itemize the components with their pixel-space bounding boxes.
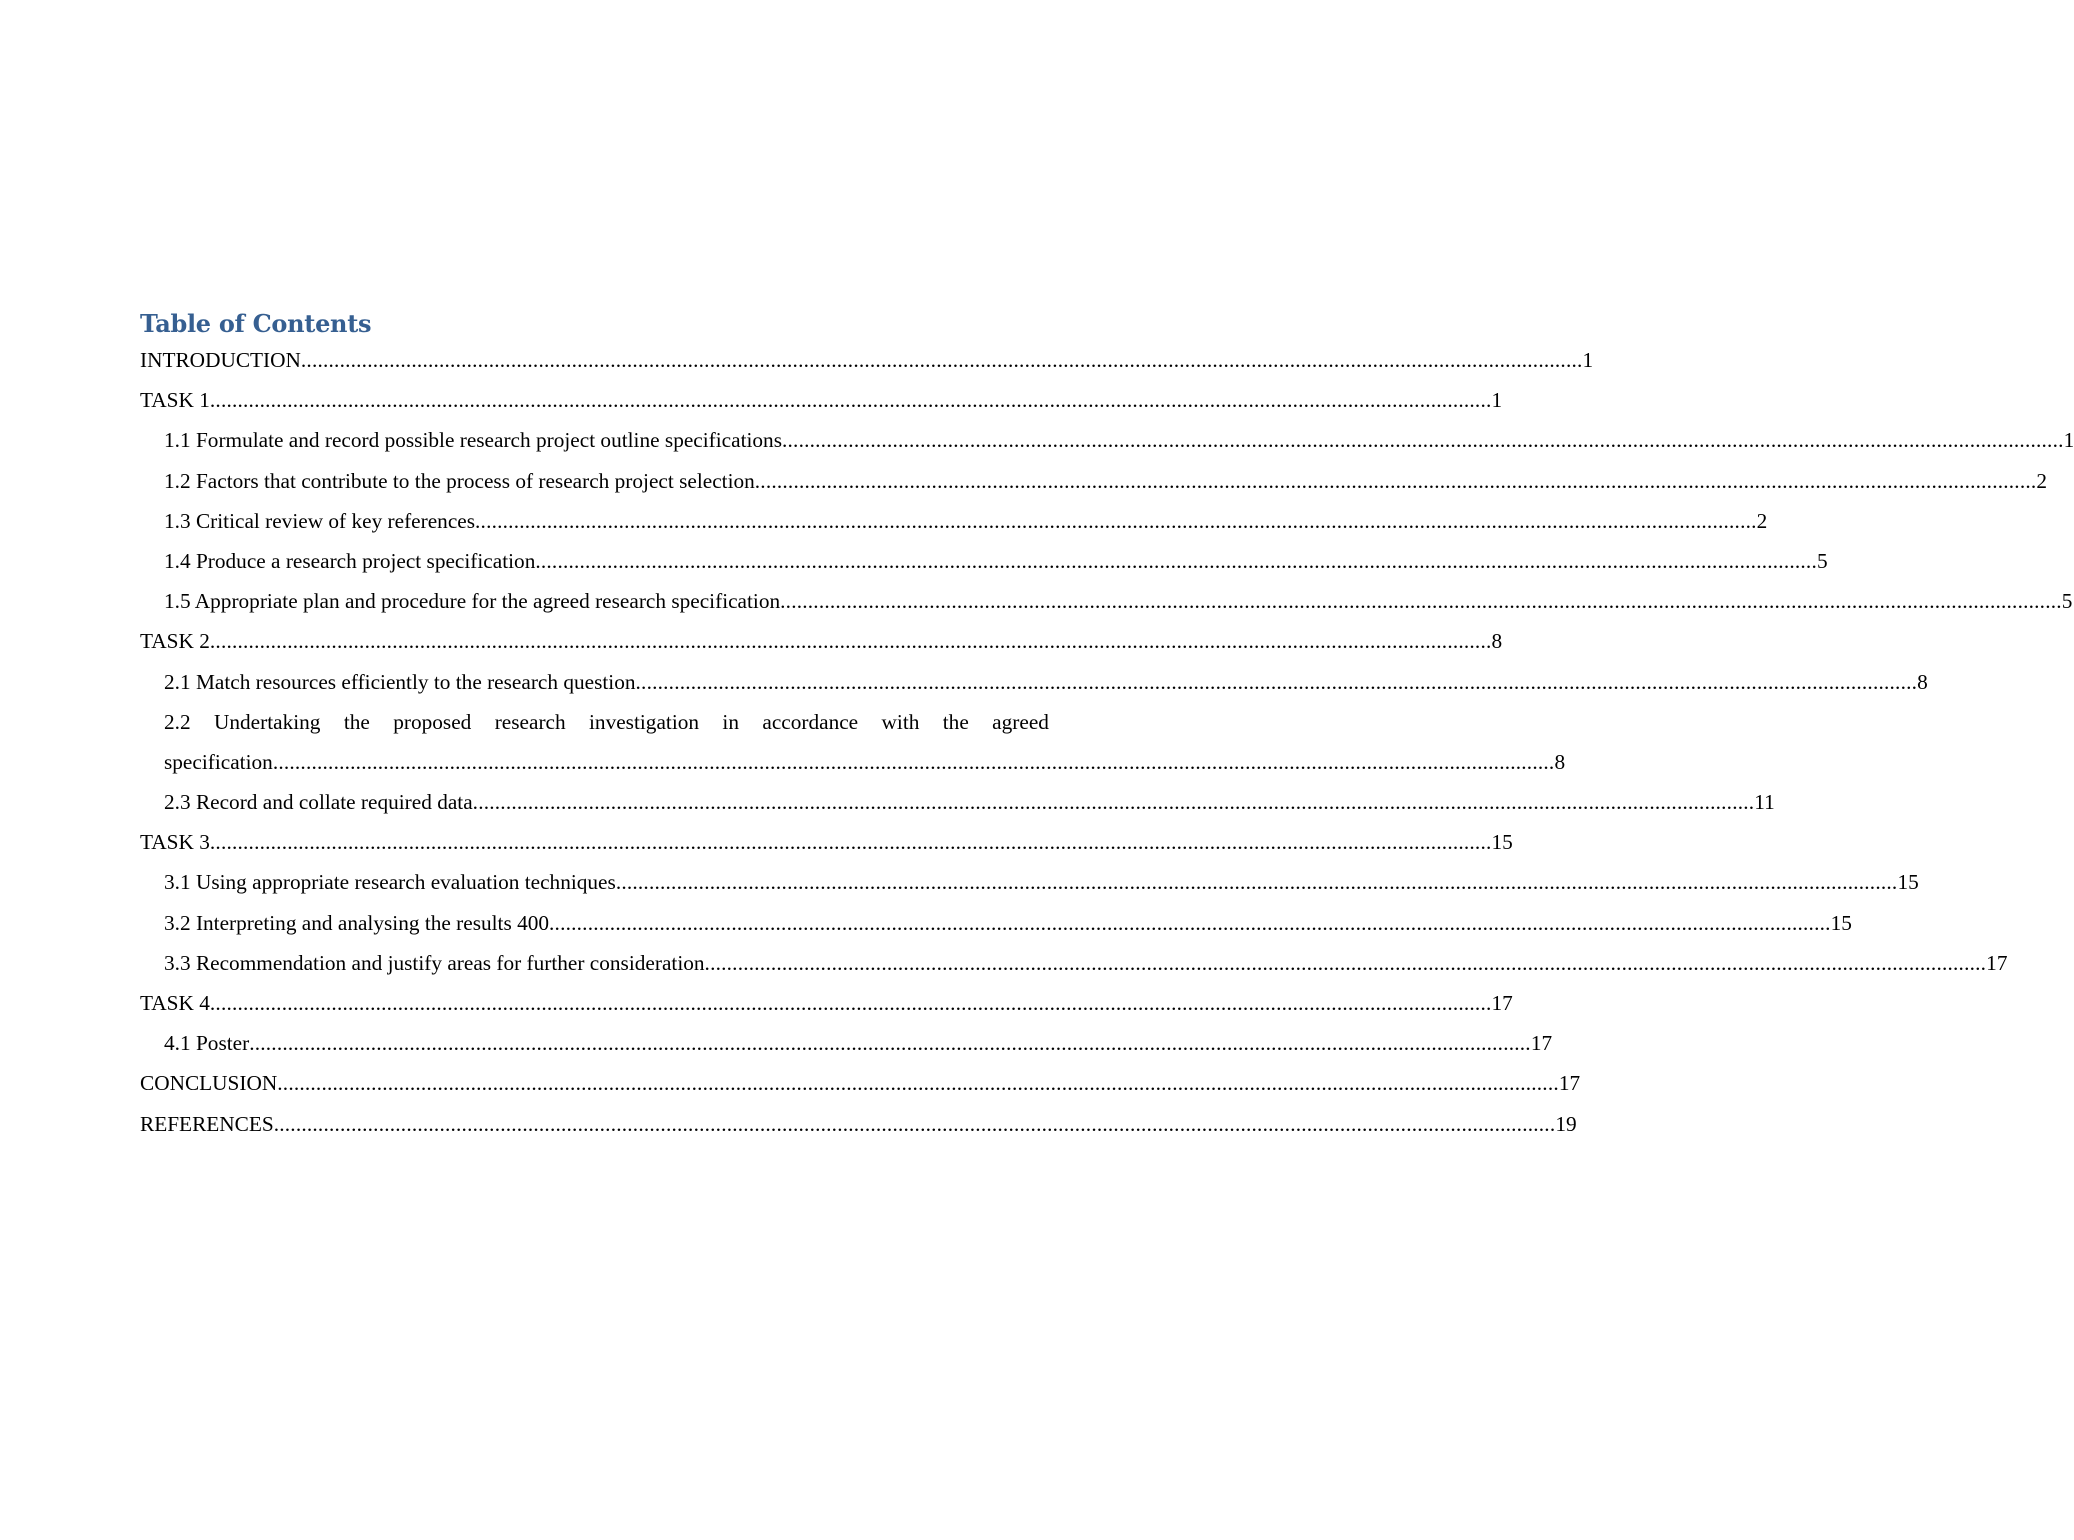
toc-entry-page: 1 [1491, 388, 1503, 413]
toc-entry-page: 11 [1754, 790, 1775, 815]
toc-entry-title: 1.5 Appropriate plan and procedure for the agreed research specification [164, 581, 780, 621]
dot-leader: ........................................................................................................................................................................................................................................ [272, 749, 1555, 774]
toc-entry-page: 2 [2036, 468, 2048, 493]
toc-entry-title: 1.3 Critical review of key references [164, 501, 475, 541]
toc-entry-page: 17 [1986, 950, 2008, 975]
toc-entry-title: 2.2 Undertaking the proposed research investigation in accordance with the agreed [164, 709, 1049, 734]
toc-entry-page: 1 [2063, 428, 2074, 453]
dot-leader: ........................................................................................................................................................................................................................................ [615, 870, 1898, 895]
toc-entry-page: 19 [1555, 1111, 1577, 1136]
toc-entry[interactable] [140, 621, 1503, 661]
toc-entry[interactable] [140, 461, 2048, 501]
toc-entry[interactable]: 2.2 Undertaking the proposed research investigation in accordance with the agreed specification ........................................................................................................................................................................................................................................ 8 [140, 702, 1049, 782]
dot-leader: ........................................................................................................................................................................................................................................ [549, 910, 1831, 935]
toc-entry-page: 8 [1491, 629, 1503, 654]
dot-leader: ........................................................................................................................................................................................................................................ [635, 669, 1918, 694]
toc-entry-title: TASK 3 [140, 822, 210, 862]
toc-entry-page: 17 [1530, 1031, 1553, 1056]
dot-leader: ........................................................................................................................................................................................................................................ [780, 589, 2062, 614]
toc-entry[interactable] [140, 862, 1919, 902]
dot-leader: ........................................................................................................................................................................................................................................ [704, 950, 1987, 975]
toc-entry-page: 5 [1816, 548, 1828, 573]
dot-leader: ........................................................................................................................................................................................................................................ [273, 1111, 1556, 1136]
toc-entry-title: TASK 4 [140, 983, 210, 1023]
toc-entry[interactable] [140, 1063, 1581, 1103]
dot-leader: ........................................................................................................................................................................................................................................ [277, 1071, 1559, 1096]
toc-entry[interactable] [140, 903, 1852, 943]
toc-entry-title: 2.1 Match resources efficiently to the research question [164, 662, 636, 702]
toc-entry[interactable] [140, 782, 1775, 822]
dot-leader: ........................................................................................................................................................................................................................................ [209, 991, 1492, 1015]
toc-entry[interactable] [140, 1023, 1553, 1063]
dot-leader: ........................................................................................................................................................................................................................................ [209, 629, 1492, 654]
toc-entry[interactable] [140, 501, 1768, 541]
toc-entry-page: 15 [1491, 830, 1513, 855]
toc-entry-page: 8 [1917, 669, 1928, 694]
toc-entry-title: 4.1 Poster [164, 1023, 249, 1063]
dot-leader: ........................................................................................................................................................................................................................................ [209, 388, 1492, 413]
toc-entry-title: REFERENCES [140, 1104, 274, 1144]
toc-entry[interactable] [140, 420, 2074, 460]
toc-heading: Table of Contents [140, 309, 372, 338]
toc-entry[interactable] [140, 822, 1513, 862]
toc-entry-page: 15 [1830, 910, 1852, 935]
toc-entry[interactable] [140, 340, 1594, 380]
toc-entry[interactable] [140, 541, 1828, 581]
toc-entry-title: CONCLUSION [140, 1063, 277, 1103]
dot-leader: ........................................................................................................................................................................................................................................ [754, 468, 2037, 493]
toc-list [140, 340, 2074, 1144]
toc-entry-title: 1.1 Formulate and record possible research project outline specifications [164, 420, 782, 460]
dot-leader: ........................................................................................................................................................................................................................................ [472, 790, 1755, 815]
toc-entry-page: 17 [1558, 1071, 1581, 1096]
toc-entry-title: 3.1 Using appropriate research evaluation techniques [164, 862, 616, 902]
toc-entry[interactable] [140, 662, 1928, 702]
toc-entry-page: 1 [1582, 348, 1594, 372]
toc-entry[interactable] [140, 983, 1513, 1023]
toc-entry[interactable] [140, 943, 2008, 983]
dot-leader: ........................................................................................................................................................................................................................................ [782, 428, 2064, 453]
toc-entry[interactable] [140, 581, 2073, 621]
toc-entry-title: 1.4 Produce a research project specification [164, 541, 535, 581]
dot-leader: ........................................................................................................................................................................................................................................ [209, 830, 1492, 855]
toc-entry-title: INTRODUCTION [140, 340, 301, 380]
toc-entry-page: 15 [1897, 870, 1919, 895]
toc-entry-title: 3.3 Recommendation and justify areas for further consideration [164, 943, 705, 983]
dot-leader: ........................................................................................................................................................................................................................................ [249, 1031, 1531, 1056]
toc-entry-page: 8 [1554, 749, 1566, 774]
dot-leader: ........................................................................................................................................................................................................................................ [300, 348, 1583, 372]
dot-leader: ........................................................................................................................................................................................................................................ [475, 508, 1757, 533]
toc-entry-page: 17 [1491, 991, 1513, 1015]
toc-entry-title: TASK 2 [140, 621, 210, 661]
toc-entry-page: 5 [2061, 589, 2073, 614]
toc-entry-page: 2 [1756, 508, 1768, 533]
toc-entry[interactable] [140, 1104, 1577, 1144]
toc-entry-title: TASK 1 [140, 380, 210, 420]
toc-entry-title: 1.2 Factors that contribute to the process of research project selection [164, 461, 755, 501]
toc-entry-title: 3.2 Interpreting and analysing the results 400 [164, 903, 549, 943]
dot-leader: ........................................................................................................................................................................................................................................ [535, 548, 1817, 573]
toc-entry[interactable] [140, 380, 1503, 420]
toc-entry-title: 2.3 Record and collate required data [164, 782, 473, 822]
